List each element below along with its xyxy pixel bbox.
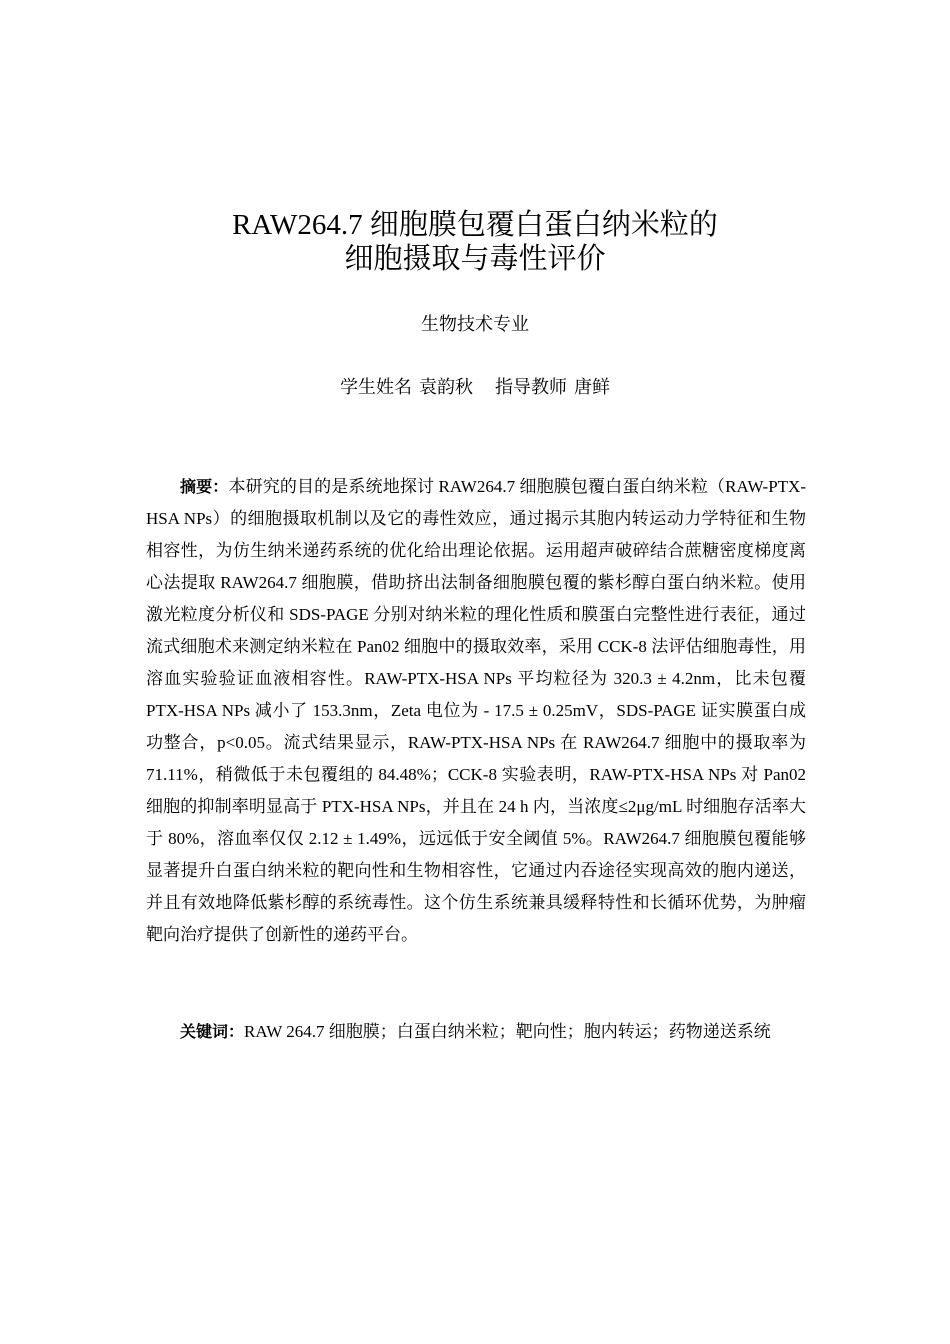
student-name: 袁韵秋 — [419, 377, 473, 398]
major-name: 生物技术专业 — [421, 314, 529, 335]
abstract-text: 本研究的目的是系统地探讨 RAW264.7 细胞膜包覆白蛋白纳米粒（RAW-PTX-HSA NPs）的细胞摄取机制以及它的毒性效应，通过揭示其胞内转运动力学特征和生物相容性，为仿生纳米递药系统的优化给出理论依据。运用超声破碎结合蔗糖密度梯度离心法提取 RAW264.7 细胞膜，借助挤出法制备细胞膜包覆的紫杉醇白蛋白纳米粒。使用激光粒度分析仪和 SDS-PAGE 分别对纳米粒的理化性质和膜蛋白完整性进行表征，通过流式细胞术来测定纳米粒在 Pan02 细胞中的摄取效率，采用 CCK-8 法评估细胞毒性，用溶血实验验证血液相容性。RAW-PTX-HSA NPs 平均粒径为 320.3 ± 4.2nm，比未包覆 PTX-HSA NPs 减小了 153.3nm，Zeta 电位为 - 17.5 ± 0.25mV，SDS-PAGE 证实膜蛋白成功整合，p<0.05。流式结果显示，RAW-PTX-HSA NPs 在 RAW264.7 细胞中的摄取率为 71.11%，稍微低于未包覆组的 84.48%；CCK-8 实验表明，RAW-PTX-HSA NPs 对 Pan02 细胞的抑制率明显高于 PTX-HSA NPs，并且在 24 h 内，当浓度≤2μg/mL 时细胞存活率大于 80%，溶血率仅仅 2.12 ± 1.49%，远远低于安全阈值 5%。RAW264.7 细胞膜包覆能够显著提升白蛋白纳米粒的靶向性和生物相容性，它通过内吞途径实现高效的胞内递送，并且有效地降低紫杉醇的系统毒性。这个仿生系统兼具缓释特性和长循环优势，为肿瘤靶向治疗提供了创新性的递药平台。 — [146, 477, 806, 944]
paper-title-line-1: RAW264.7 细胞膜包覆白蛋白纳米粒的 — [232, 209, 718, 241]
student-label: 学生姓名 — [340, 377, 412, 398]
paper-title-line-2: 细胞摄取与毒性评价 — [344, 243, 606, 275]
keywords-paragraph — [146, 1016, 806, 1048]
keywords-text: RAW 264.7 细胞膜；白蛋白纳米粒；靶向性；胞内转运；药物递送系统 — [244, 1022, 771, 1041]
abstract-section — [146, 471, 806, 951]
author-line — [0, 376, 950, 400]
advisor-name: 唐鲜 — [574, 377, 610, 398]
abstract-paragraph — [146, 471, 806, 951]
abstract-label: 摘要： — [180, 477, 229, 496]
keywords-section — [146, 1016, 806, 1048]
advisor-label: 指导教师 — [495, 377, 567, 398]
keywords-label: 关键词： — [180, 1022, 245, 1041]
paper-title — [0, 208, 950, 276]
